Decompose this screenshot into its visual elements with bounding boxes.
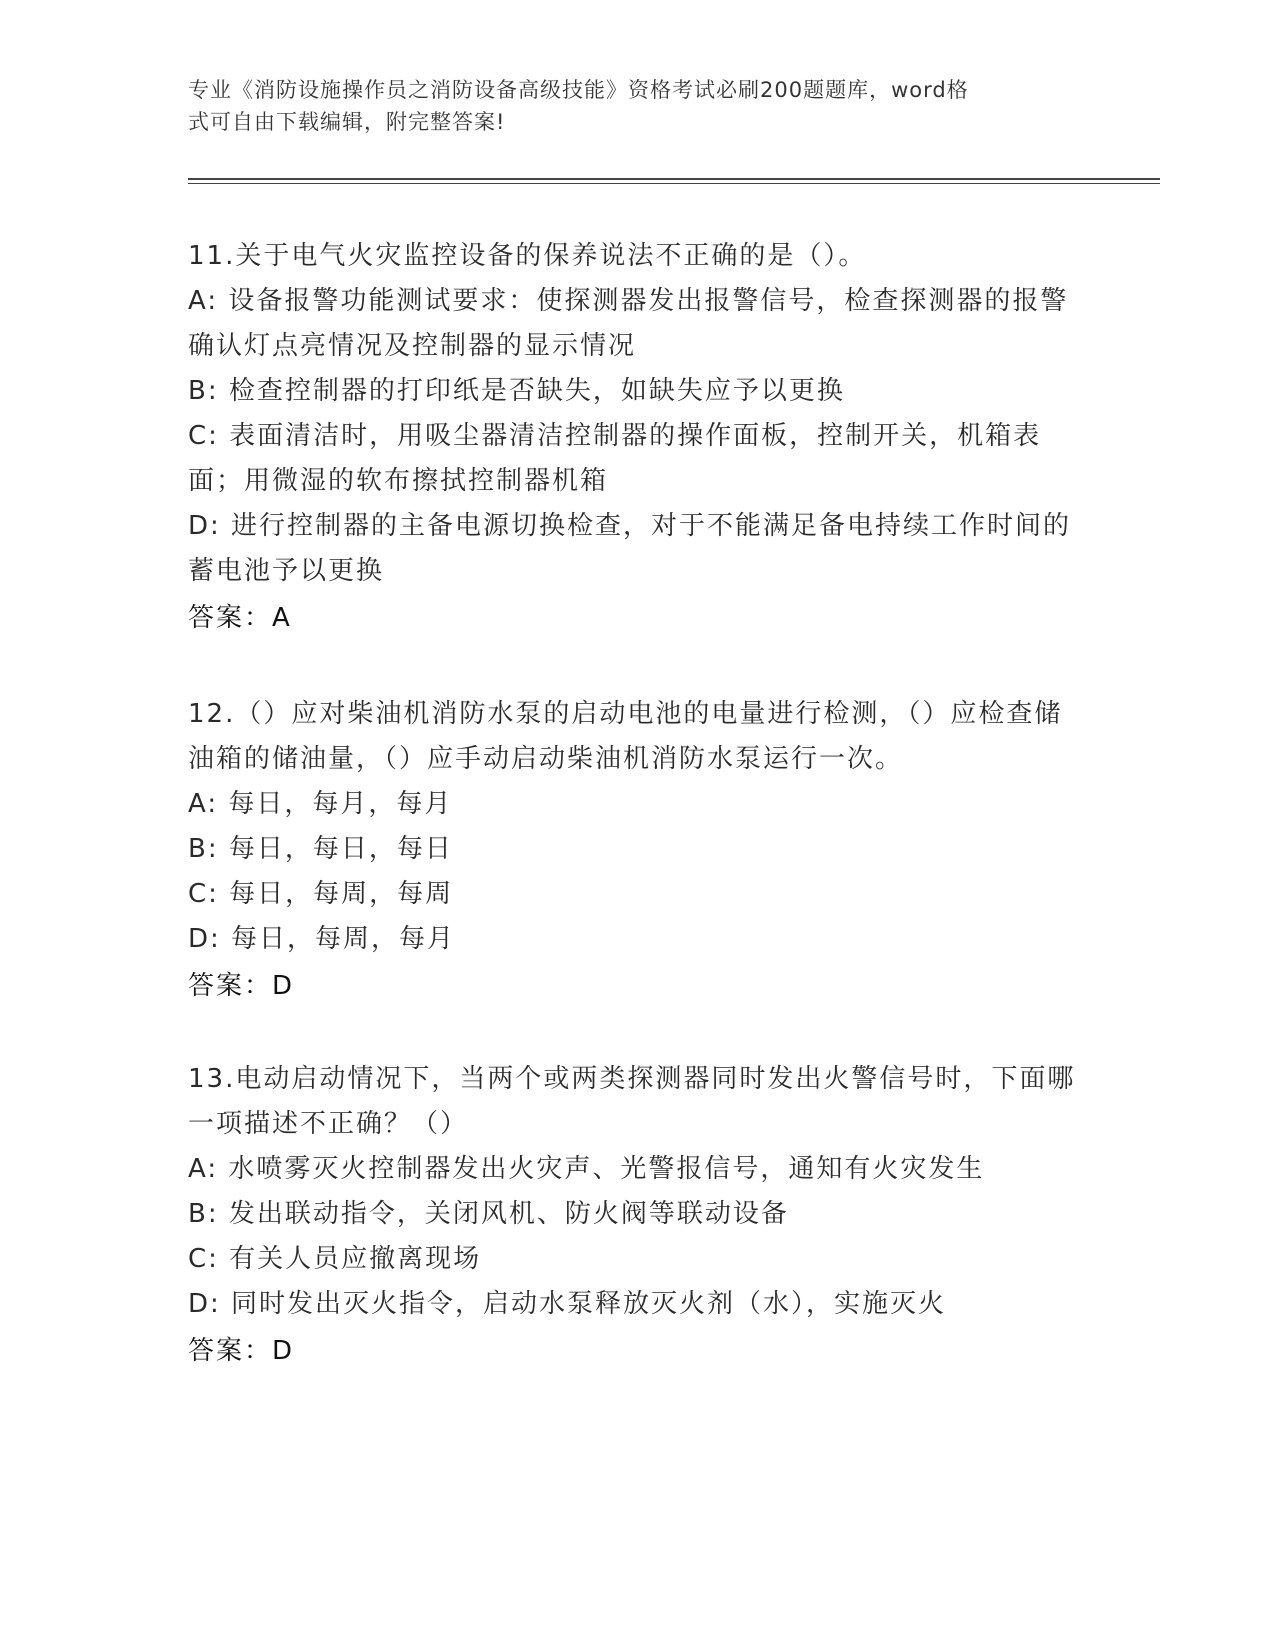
answer: 答案：A [188,603,292,633]
option-b: B: 发出联动指令，关闭风机、防火阀等联动设备 [188,1199,789,1229]
option-a: A: 设备报警功能测试要求：使探测器发出报警信号，检查探测器的报警确认灯点亮情况及控制器的显示情况 [188,286,1069,361]
question-11 [188,234,1088,641]
option-b: B: 每日，每日，每日 [188,834,453,864]
document-header [188,74,1088,138]
question-stem: 13.电动启动情况下，当两个或两类探测器同时发出火警信号时，下面哪一项描述不正确？（） [188,1064,1076,1139]
option-a: A: 每日，每月，每月 [188,789,453,819]
question-stem: 12.（）应对柴油机消防水泵的启动电池的电量进行检测，（）应检查储油箱的储油量，（）应手动启动柴油机消防水泵运行一次。 [188,699,1063,774]
option-c: C: 有关人员应撤离现场 [188,1244,482,1274]
answer: 答案：D [188,1336,295,1366]
option-b: B: 检查控制器的打印纸是否缺失，如缺失应予以更换 [188,376,845,406]
option-c: C: 表面清洁时，用吸尘器清洁控制器的操作面板，控制开关，机箱表面；用微湿的软布擦拭控制器机箱 [188,421,1042,496]
question-13 [188,1057,1088,1374]
option-d: D: 进行控制器的主备电源切换检查，对于不能满足备电持续工作时间的蓄电池予以更换 [188,511,1072,586]
option-c: C: 每日，每周，每周 [188,879,454,909]
header-line-1: 专业《消防设施操作员之消防设备高级技能》资格考试必刷200题题库，word格 [188,78,969,102]
header-line-2: 式可自由下载编辑，附完整答案! [188,110,506,134]
option-d: D: 每日，每周，每月 [188,924,456,954]
answer: 答案：D [188,971,295,1001]
question-12 [188,692,1088,1009]
option-d: D: 同时发出灭火指令，启动水泵释放灭火剂（水），实施灭火 [188,1289,947,1319]
question-stem: 11.关于电气火灾监控设备的保养说法不正确的是（）。 [188,241,867,271]
option-a: A: 水喷雾灭火控制器发出火灾声、光警报信号，通知有火灾发生 [188,1154,985,1184]
header-divider [188,178,1160,184]
